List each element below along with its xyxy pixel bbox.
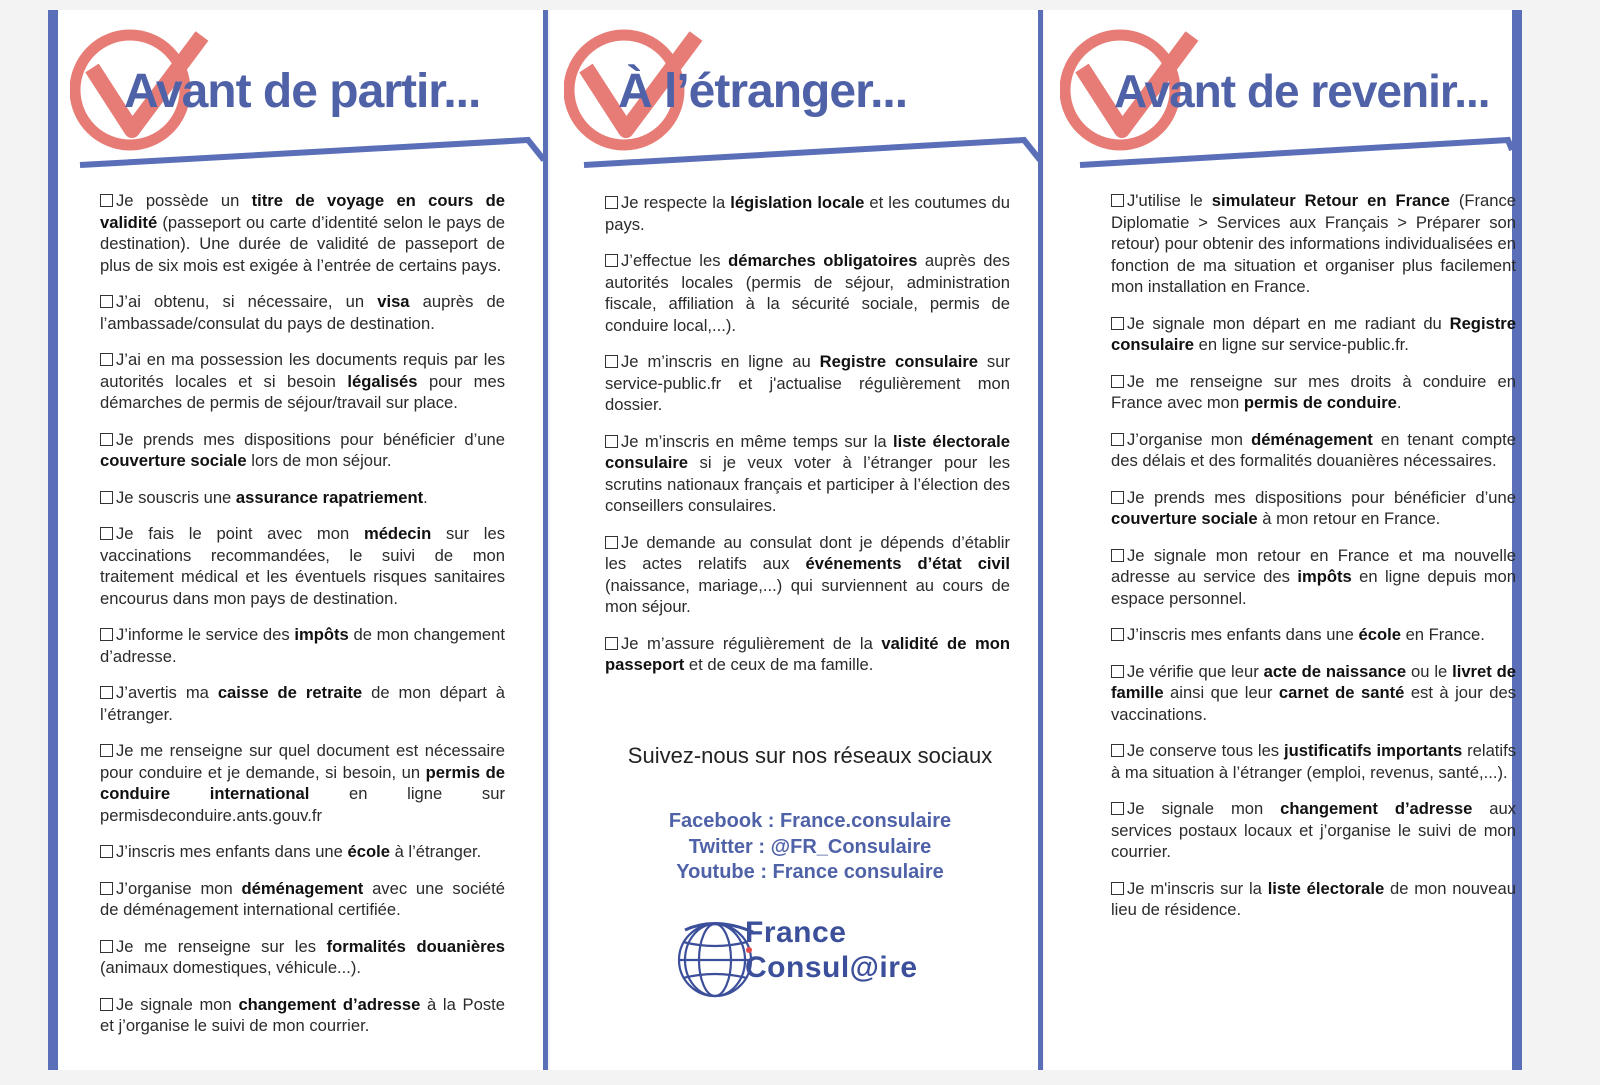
checklist-item: [100, 624, 505, 667]
checklist-item: [1111, 487, 1516, 530]
item-text: Je respecte la: [621, 193, 731, 212]
item-keyword: médecin: [363, 524, 432, 543]
checkbox-icon[interactable]: [605, 254, 618, 267]
item-text: J’organise mon: [1127, 429, 1252, 449]
item-text: Je demande au consulat dont je dépends d’établir les actes relatifs aux: [605, 532, 1010, 573]
facebook-link[interactable]: Facebook : France.consulaire: [668, 810, 952, 832]
checkbox-icon[interactable]: [100, 940, 113, 953]
checkbox-icon[interactable]: [605, 435, 618, 448]
checkbox-icon[interactable]: [605, 637, 618, 650]
item-text: Je me renseigne sur quel document est nécessaire pour conduire et je demande, si besoin, un: [100, 741, 505, 782]
checklist-item: [605, 431, 1010, 517]
item-text: J’ai en ma possession les documents requis par les autorités locales et si besoin: [100, 350, 505, 391]
checkbox-icon[interactable]: [100, 686, 113, 699]
checklist-item: [100, 291, 505, 334]
item-text: J’effectue les: [621, 251, 729, 270]
item-text: Je vérifie que leur: [1127, 661, 1264, 681]
item-text: de mon nouveau lieu de résidence.: [1111, 878, 1516, 919]
checkbox-icon[interactable]: [605, 355, 618, 368]
item-text: à la Poste et j’organise le suivi de mon courrier.: [100, 994, 505, 1035]
item-keyword: validité de mon passeport: [605, 633, 1010, 674]
item-text: J’inscris mes enfants dans une: [116, 842, 348, 861]
item-text: en tenant compte des délais et des formalités douanières nécessaires.: [1111, 429, 1517, 470]
item-text: .: [423, 487, 428, 507]
item-text: Je m'inscris sur la: [1127, 878, 1268, 898]
item-keyword: permis de conduire: [1243, 393, 1397, 412]
header-3: [1060, 18, 1510, 158]
column-title: Avant de partir...: [124, 65, 481, 118]
item-text: avec une société de déménagement international certifiée.: [100, 878, 505, 919]
checklist-item: [100, 936, 505, 979]
checklist-item: [100, 349, 505, 414]
item-text: Je signale mon: [116, 994, 239, 1014]
item-text: Je me renseigne sur les: [116, 936, 327, 956]
item-text: ou le: [1406, 661, 1453, 681]
item-text: Je m’inscris en même temps sur la: [621, 431, 893, 451]
item-text: ainsi que leur: [1163, 683, 1279, 702]
item-keyword: caisse de retraite: [217, 683, 363, 702]
item-text: Je conserve tous les: [1127, 741, 1284, 760]
item-keyword: Registre consulaire: [1111, 313, 1516, 354]
item-text: en ligne sur permisdeconduire.ants.gouv.fr: [100, 784, 505, 825]
item-text: sur service-public.fr et j'actualise régulièrement mon dossier.: [605, 352, 1010, 414]
checklist-item: [100, 994, 505, 1037]
item-keyword: école: [1358, 625, 1401, 644]
checkbox-icon[interactable]: [1111, 802, 1124, 815]
item-text: Je signale mon départ en me radiant du: [1127, 313, 1450, 333]
item-keyword: couverture sociale: [1111, 509, 1258, 528]
item-text: Je m’inscris en ligne au: [621, 352, 820, 371]
checklist-item: [605, 250, 1010, 336]
checklist-item: [100, 190, 505, 276]
divider-1: [543, 10, 548, 1070]
item-text: (passeport ou carte d’identité selon le pays de destination). Une durée de validité de passeport de plus de six mois est exigée à l’entrée de certains pays.: [100, 212, 505, 275]
checklist-item: [605, 192, 1010, 235]
item-text: Je fais le point avec mon: [116, 524, 364, 543]
item-text: de mon changement d’adresse.: [100, 625, 505, 666]
item-keyword: légalisés: [347, 371, 418, 391]
item-text: si je veux voter à l’étranger pour les scrutins nationaux français et participer à l’élection des conseillers consulaires.: [605, 453, 1010, 515]
checkbox-icon[interactable]: [100, 353, 113, 366]
checklist-item: [1111, 313, 1516, 356]
item-text: (animaux domestiques, véhicule...).: [100, 958, 362, 977]
header-2: [564, 18, 1034, 158]
item-keyword: événements d’état civil: [805, 554, 1010, 573]
checklist-item: [1111, 624, 1516, 646]
item-keyword: acte de naissance: [1263, 661, 1407, 681]
item-text: et les coutumes du pays.: [605, 193, 1010, 234]
item-text: J'utilise le: [1127, 191, 1212, 210]
item-text: J’informe le service des: [116, 625, 295, 644]
checkbox-icon[interactable]: [100, 295, 113, 308]
item-text: (France Diplomatie > Services aux Français > Préparer son retour) pour obtenir des informations individualisées en fonction de ma situation et organiser plus facilement mon installation en France.: [1111, 191, 1517, 296]
item-text: Je signale mon retour en France et ma nouvelle adresse au service des: [1111, 545, 1516, 586]
item-keyword: liste électorale consulaire: [605, 431, 1010, 472]
item-keyword: liste électorale: [1267, 878, 1385, 898]
checklist-item: [100, 841, 505, 863]
item-text: auprès de l’ambassade/consulat du pays de destination.: [100, 292, 505, 333]
item-text: auprès des autorités locales (permis de séjour, administration fiscale, affiliation à la sécurité sociale, permis de conduire local,...).: [605, 251, 1010, 335]
checkbox-icon[interactable]: [100, 527, 113, 540]
item-keyword: titre de voyage en cours de validité: [100, 191, 505, 232]
item-text: .: [1396, 393, 1402, 412]
item-text: relatifs à ma situation à l’étranger (emploi, revenus, santé,...).: [1111, 741, 1516, 782]
item-keyword: justificatifs importants: [1284, 741, 1463, 760]
checkbox-icon[interactable]: [100, 628, 113, 641]
checklist-item: [100, 878, 505, 921]
checkbox-icon[interactable]: [100, 998, 113, 1011]
checkbox-icon[interactable]: [100, 744, 113, 757]
column-title: À l’étranger...: [618, 65, 908, 118]
item-text: Je me renseigne sur mes droits à conduire en France avec mon: [1111, 371, 1516, 412]
item-text: aux services postaux locaux et j’organise le suivi de mon courrier.: [1111, 799, 1516, 861]
item-text: est à jour des vaccinations.: [1111, 683, 1516, 724]
item-keyword: déménagement: [1251, 429, 1373, 449]
column-title: Avant de revenir...: [1114, 65, 1490, 117]
item-text: en ligne depuis mon espace personnel.: [1111, 567, 1517, 608]
item-text: de mon départ à l’étranger.: [100, 683, 505, 724]
item-text: J’avertis ma: [116, 683, 218, 702]
checklist-item: [1111, 740, 1516, 783]
item-text: Je signale mon: [1127, 799, 1281, 818]
item-keyword: assurance rapatriement: [235, 487, 424, 507]
item-text: Je m’assure régulièrement de la: [621, 633, 882, 653]
item-text: lors de mon séjour.: [246, 451, 392, 470]
item-keyword: changement d’adresse: [238, 994, 421, 1014]
checkbox-icon[interactable]: [1111, 549, 1124, 562]
twitter-link[interactable]: Twitter : @FR_Consulaire: [688, 836, 932, 858]
checklist-item: [605, 633, 1010, 676]
checklist-2: [605, 192, 1010, 691]
item-text: à mon retour en France.: [1257, 509, 1441, 528]
item-text: et de ceux de ma famille.: [684, 655, 874, 674]
checkbox-icon[interactable]: [1111, 433, 1124, 446]
item-text: en France.: [1400, 625, 1485, 644]
checklist-item: [1111, 878, 1516, 921]
checkbox-icon[interactable]: [1111, 665, 1124, 678]
item-text: Je prends mes dispositions pour bénéficier d’une: [1127, 487, 1516, 507]
item-text: J’ai obtenu, si nécessaire, un: [116, 292, 378, 311]
checkbox-icon[interactable]: [100, 882, 113, 895]
checkbox-icon[interactable]: [100, 491, 113, 504]
checkbox-icon[interactable]: [1111, 491, 1124, 504]
item-keyword: déménagement: [241, 878, 364, 898]
item-keyword: impôts: [294, 625, 349, 644]
checklist-item: [605, 532, 1010, 618]
checkbox-icon[interactable]: [1111, 882, 1124, 895]
checklist-item: [1111, 661, 1516, 726]
checkbox-icon[interactable]: [605, 536, 618, 549]
social-heading: Suivez-nous sur nos réseaux sociaux: [627, 743, 993, 768]
item-keyword: impôts: [1297, 567, 1352, 586]
youtube-link[interactable]: Youtube : France consulaire: [676, 861, 944, 883]
item-keyword: démarches obligatoires: [728, 251, 918, 270]
checkbox-icon[interactable]: [1111, 194, 1124, 207]
checklist-item: [1111, 190, 1516, 298]
checkbox-icon[interactable]: [1111, 628, 1124, 641]
checklist-item: [100, 682, 505, 725]
logo-line-2: Consul@ire: [745, 951, 918, 984]
header-1: [70, 18, 540, 158]
item-keyword: législation locale: [730, 193, 865, 212]
logo-line-1: France: [745, 916, 847, 949]
item-keyword: simulateur Retour en France: [1211, 191, 1450, 210]
checkbox-icon[interactable]: [605, 196, 618, 209]
checkbox-icon[interactable]: [1111, 744, 1124, 757]
item-keyword: couverture sociale: [100, 451, 247, 470]
checklist-3: [1111, 190, 1516, 936]
divider-2: [1038, 10, 1043, 1070]
item-text: à l’étranger.: [389, 842, 482, 861]
checkbox-icon[interactable]: [1111, 317, 1124, 330]
item-keyword: carnet de santé: [1278, 683, 1405, 702]
item-text: J’inscris mes enfants dans une: [1127, 625, 1359, 644]
item-text: pour mes démarches de permis de séjour/travail sur place.: [100, 371, 505, 412]
item-keyword: formalités douanières: [326, 936, 505, 956]
item-keyword: Registre consulaire: [819, 352, 978, 371]
checkbox-icon[interactable]: [100, 194, 113, 207]
checklist-item: [1111, 371, 1516, 414]
checklist-item: [1111, 429, 1516, 472]
item-keyword: école: [347, 842, 390, 861]
checklist-item: [605, 351, 1010, 416]
item-text: sur les vaccinations recommandées, le suivi de mon traitement médical et les éventuels risques sanitaires encourus dans mon pays de destination.: [100, 524, 505, 608]
item-keyword: changement d’adresse: [1280, 799, 1473, 818]
checklist-item: [100, 487, 505, 509]
checklist-item: [100, 740, 505, 826]
checklist-item: [1111, 545, 1516, 610]
item-text: J’organise mon: [116, 878, 242, 898]
item-keyword: livret de famille: [1111, 661, 1516, 702]
item-text: Je possède un: [116, 191, 252, 210]
checklist-item: [1111, 798, 1516, 863]
checkbox-icon[interactable]: [100, 845, 113, 858]
item-text: Je souscris une: [116, 487, 236, 507]
checkbox-icon[interactable]: [100, 433, 113, 446]
checklist-item: [100, 523, 505, 609]
item-keyword: permis de conduire international: [100, 762, 505, 803]
item-text: Je prends mes dispositions pour bénéficier d’une: [116, 429, 505, 449]
checkbox-icon[interactable]: [1111, 375, 1124, 388]
item-text: (naissance, mariage,...) qui surviennent au cours de mon séjour.: [605, 575, 1010, 616]
item-keyword: visa: [377, 292, 410, 311]
border-left: [48, 10, 58, 1070]
item-text: en ligne sur service-public.fr.: [1194, 335, 1409, 354]
checklist-item: [100, 429, 505, 472]
checklist-1: [100, 190, 505, 1052]
